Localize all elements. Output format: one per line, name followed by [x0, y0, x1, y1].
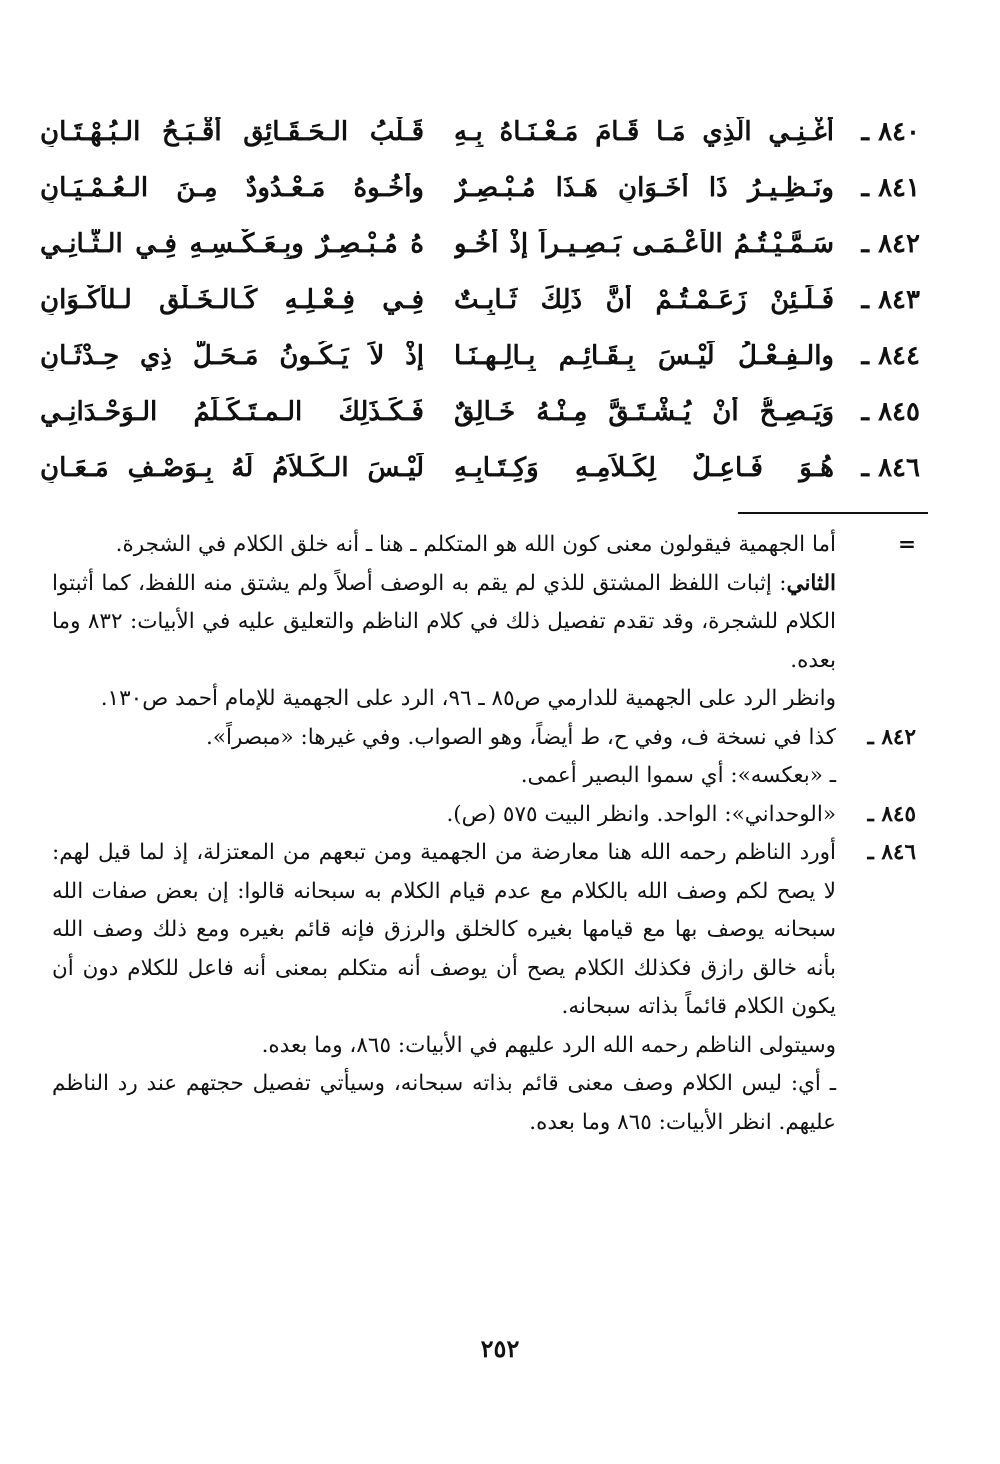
verse-row	[40, 440, 920, 496]
footnote-paragraph: ـ أي: ليس الكلام وصف معنى قائم بذاته سبحانه، وسيأتي تفصيل حجتهم عند رد الناظم عليهم. انظر الأبيات: ٨٦٥ وما بعده.	[52, 1071, 836, 1135]
footnote-continued	[52, 526, 920, 719]
verse-second-hemistich: إِذْ لاَ يَـكُـونُ مَـحَـلَّ ذِي حِـدْثَـانِ	[40, 341, 424, 371]
verse-first-hemistich: والـفِـعْـلُ لَيْـسَ بِـقَـائِـمٍ بِـالِـهِـنَـا	[454, 341, 834, 371]
verse-block	[40, 104, 920, 496]
footnote-paragraph: ـ «بعكسه»: أي سموا البصير أعمى.	[520, 763, 836, 788]
verse-number: ٨٤٢ ـ	[861, 229, 920, 259]
continuation-mark: =	[897, 532, 916, 557]
footnote-846	[52, 834, 920, 1142]
verse-second-hemistich: فَـكَـذَلِكَ الـمـتَـكَـلِّمُ الـوَحْـدَانِـي	[40, 397, 424, 427]
footnote-paragraph: وانظر الرد على الجهمية للدارمي ص٨٥ ـ ٩٦، الرد على الجهمية للإمام أحمد ص١٣٠.	[100, 686, 836, 711]
verse-row	[40, 216, 920, 272]
verse-second-hemistich: قَـلْبُ الـحَـقَـائِقِ أَقْـبَـحُ الـبُـهْـتَـانِ	[40, 117, 424, 147]
footnote-paragraph: كذا في نسخة ف، وفي ح، ط أيضاً، وهو الصواب. وفي غيرها: «مبصراً».	[206, 724, 836, 750]
verse-first-hemistich: ونَـظِـيـرُ ذَا أَخَـوَانِ هَـذَا مُـبْـصِـرٌ	[454, 173, 834, 203]
footnote-paragraph	[52, 565, 836, 681]
footnote-paragraph: وسيتولى الناظم رحمه الله الرد عليهم في الأبيات: ٨٦٥، وما بعده.	[261, 1032, 836, 1058]
verse-number: ٨٤٤ ـ	[861, 341, 920, 371]
footnote-845	[52, 796, 920, 835]
footnote-number: ٨٤٢ ـ	[867, 724, 916, 750]
footnote-number: ٨٤٦ ـ	[867, 840, 916, 865]
verse-row	[40, 384, 920, 440]
verse-row	[40, 104, 920, 160]
verse-first-hemistich: وَيَـصِـحُّ أَنْ يُـشْـتَـقَّ مِـنْـهُ خَـالِقٌ	[454, 397, 834, 427]
footnotes	[52, 526, 920, 1142]
verse-first-hemistich: فَـلَـئِنْ زَعَـمْـتُـمْ أَنَّ ذَلِكَ ثَـابِـتٌ	[454, 285, 834, 315]
verse-first-hemistich: أَغْـنِـي الَّذِي مَـا قَـامَ مَـعْـنَـاهُ بِـهِ	[454, 117, 834, 147]
verse-row	[40, 272, 920, 328]
footnote-number: ٨٤٥ ـ	[867, 801, 916, 827]
footnote-paragraph: أورد الناظم رحمه الله هنا معارضة من الجهمية ومن تبعهم من المعتزلة، إذ لما قيل لهم: لا يصح لكم وصف الله بالكلام مع عدم قيام الكلام به سبحانه قالوا: إن بعض صفات الله سبحانه يوصف بها مع قيامها بغيره كالخلق والرزق فإنه قائم بغيره ومع ذلك وصف الله بأنه خالق رازق فكذلك الكلام يصح أن يوصف أنه متكلم بمعنى أنه فاعل للكلام دون أن يكون الكلام قائماً بذاته سبحانه.	[52, 840, 836, 1019]
verse-number: ٨٤٦ ـ	[861, 453, 920, 483]
footnote-separator	[738, 512, 928, 514]
verse-second-hemistich: وأَخُـوهُ مَـعْـدُودٌ مِـنَ الـعُـمْـيَـانِ	[40, 173, 424, 203]
verse-row	[40, 160, 920, 216]
verse-number: ٨٤٣ ـ	[861, 285, 920, 315]
footnote-842	[52, 719, 920, 796]
verse-row	[40, 328, 920, 384]
page-number: ٢٥٢	[480, 1334, 520, 1363]
verse-first-hemistich: سَـمَّـيْـتُـمُ الأَعْـمَـى بَـصِـيـراً إِذْ أَخُـو	[454, 229, 834, 259]
footnote-paragraph: «الوحداني»: الواحد. وانظر البيت ٥٧٥ (ص).	[446, 801, 836, 827]
footnote-paragraph: أما الجهمية فيقولون معنى كون الله هو المتكلم ـ هنا ـ أنه خلق الكلام في الشجرة.	[115, 532, 836, 557]
verse-number: ٨٤٥ ـ	[861, 397, 920, 427]
verse-number: ٨٤٠ ـ	[861, 117, 920, 147]
verse-number: ٨٤١ ـ	[861, 173, 920, 203]
footnote-bold-lead: الثاني	[786, 570, 836, 596]
verse-second-hemistich: فِـي فِـعْـلِـهِ كَـالـخَـلْقِ لـلأَكْـوَانِ	[40, 285, 424, 315]
verse-second-hemistich: لَيْـسَ الـكَـلاَمُ لَهُ بِـوَصْـفِ مَـعَـانِ	[40, 453, 424, 483]
verse-first-hemistich: هُـوَ فَـاعِـلٌ لِكَـلاَمِـهِ وَكِـتَـابِـهِ	[454, 453, 834, 483]
footnote-text: : إثبات اللفظ المشتق للذي لم يقم به الوصف أصلاً ولم يشتق منه اللفظ، كما أثبتوا الكلام للشجرة، وقد تقدم تفصيل ذلك في كلام الناظم والتعليق عليه في الأبيات: ٨٣٢ وما بعده.	[52, 570, 836, 673]
verse-second-hemistich: هُ مُـبْـصِـرٌ وبِـعَـكْـسِـهِ فِـي الـثَّـانِـي	[40, 229, 424, 259]
